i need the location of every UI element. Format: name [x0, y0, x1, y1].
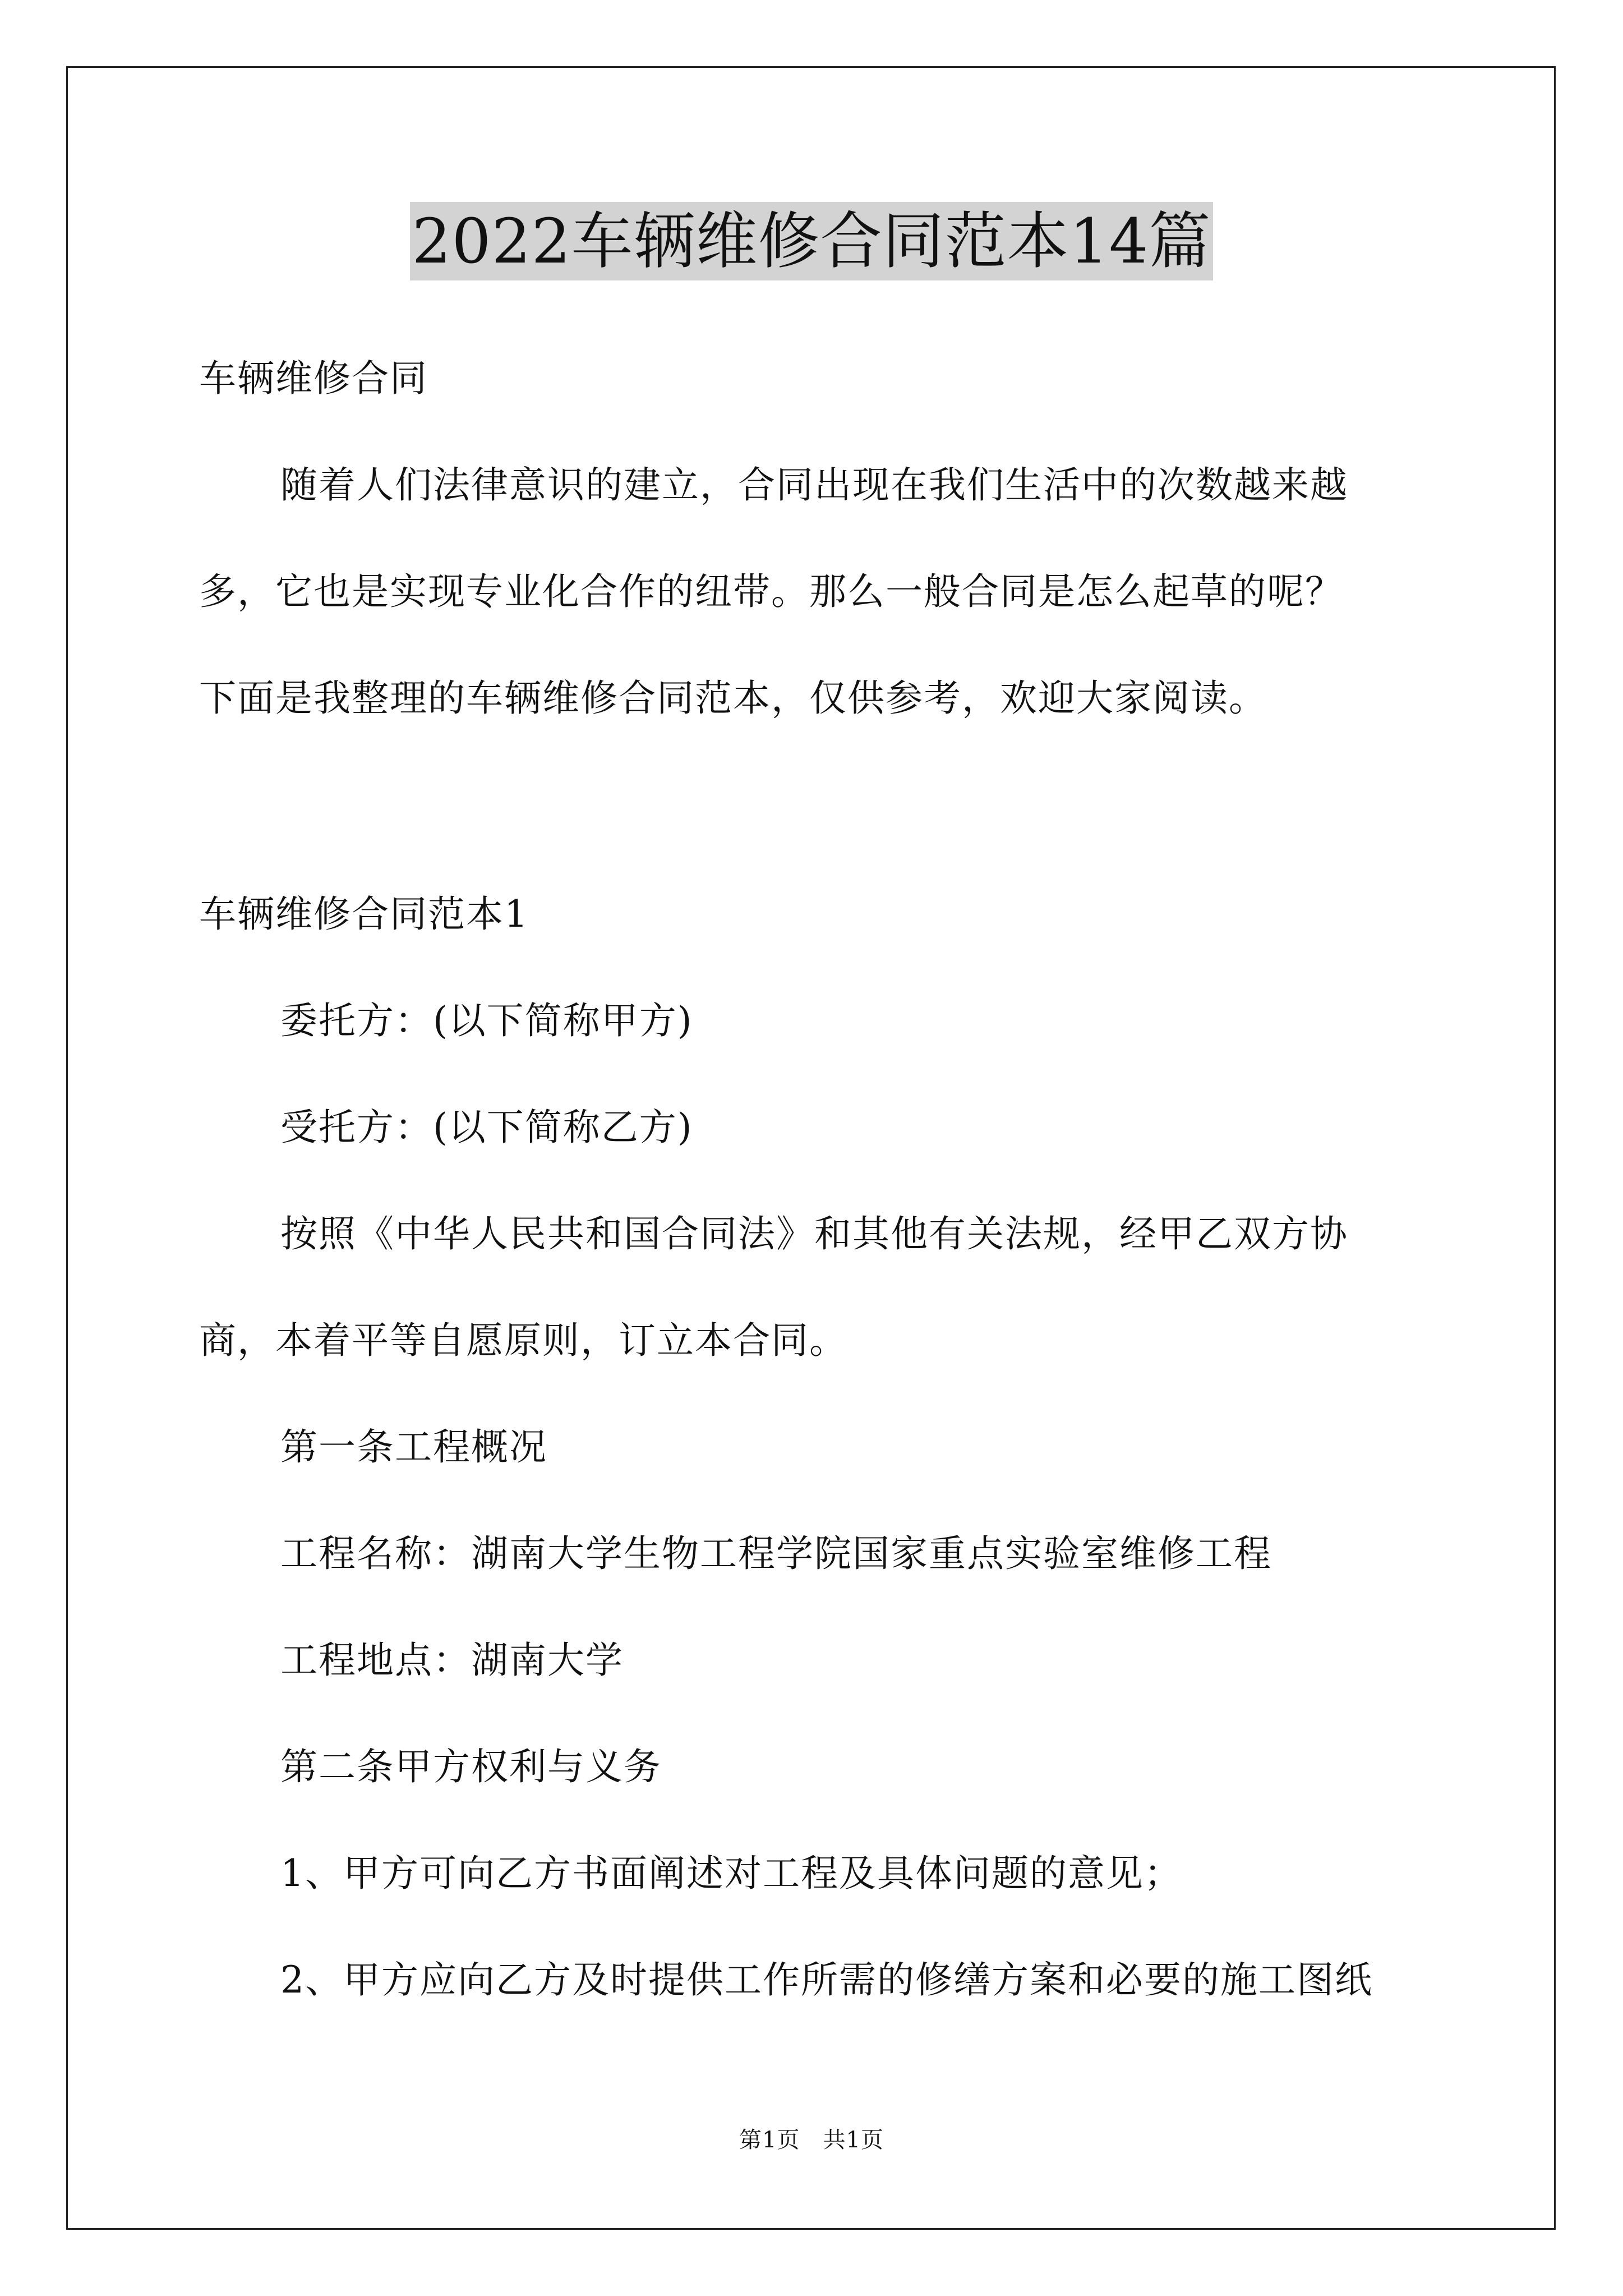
- page-footer: 第1页 共1页: [739, 2127, 884, 2153]
- article-1-heading: 第一条工程概况: [280, 1425, 547, 1469]
- intro-line-1: 随着人们法律意识的建立，合同出现在我们生活中的次数越来越: [280, 463, 1348, 507]
- intro-line-2: 多，它也是实现专业化合作的纽带。那么一般合同是怎么起草的呢？: [199, 570, 1343, 613]
- document-heading: 车辆维修合同: [199, 357, 428, 400]
- article-2-item-1: 1、甲方可向乙方书面阐述对工程及具体问题的意见；: [280, 1852, 1182, 1895]
- preamble-line-1: 按照《中华人民共和国合同法》和其他有关法规，经甲乙双方协: [280, 1212, 1348, 1255]
- client-line: 委托方：(以下简称甲方): [280, 999, 693, 1042]
- project-name-line: 工程名称：湖南大学生物工程学院国家重点实验室维修工程: [280, 1532, 1272, 1575]
- section-title: 车辆维修合同范本1: [199, 892, 529, 936]
- contractor-line: 受托方：(以下简称乙方): [280, 1106, 693, 1149]
- title-container: [0, 202, 1623, 280]
- intro-line-3: 下面是我整理的车辆维修合同范本，仅供参考，欢迎大家阅读。: [199, 677, 1267, 720]
- document-title: 2022车辆维修合同范本14篇: [410, 202, 1214, 280]
- article-2-heading: 第二条甲方权利与义务: [280, 1745, 662, 1788]
- preamble-line-2: 商，本着平等自愿原则，订立本合同。: [199, 1319, 847, 1362]
- article-2-item-2: 2、甲方应向乙方及时提供工作所需的修缮方案和必要的施工图纸: [280, 1958, 1373, 2001]
- project-location-line: 工程地点：湖南大学: [280, 1639, 624, 1682]
